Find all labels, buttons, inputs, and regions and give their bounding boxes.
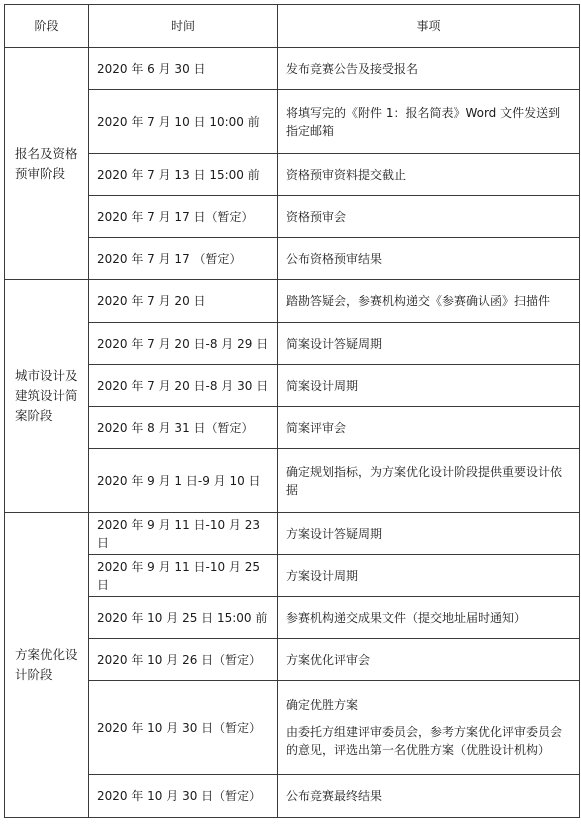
header-item: 事项	[278, 5, 580, 48]
table-row	[5, 513, 580, 555]
table-row	[5, 280, 580, 323]
item-detail: 由委托方组建评审委员会，参考方案优化评审委员会的意见，评选出第一名优胜方案（优胜设计机构）	[286, 725, 563, 757]
table-row	[5, 775, 580, 818]
table-row	[5, 555, 580, 597]
time-cell: 2020 年 10 月 30 日（暂定）	[89, 775, 278, 818]
table-row	[5, 365, 580, 407]
stage-cell-registration: 报名及资格预审阶段	[5, 48, 89, 280]
item-cell: 简案设计周期	[278, 365, 580, 407]
time-cell: 2020 年 9 月 1 日-9 月 10 日	[89, 449, 278, 513]
table-row	[5, 238, 580, 280]
table-row	[5, 681, 580, 775]
item-cell: 公布竞赛最终结果	[278, 775, 580, 818]
table-row	[5, 597, 580, 639]
table-row	[5, 48, 580, 90]
time-cell: 2020 年 7 月 17 （暂定）	[89, 238, 278, 280]
time-cell: 2020 年 7 月 20 日	[89, 280, 278, 323]
time-cell: 2020 年 7 月 10 日 10:00 前	[89, 90, 278, 154]
item-cell: 方案优化评审会	[278, 639, 580, 681]
item-cell: 确定规划指标，为方案优化设计阶段提供重要设计依据	[278, 449, 580, 513]
time-cell: 2020 年 7 月 13 日 15:00 前	[89, 154, 278, 196]
table-row	[5, 407, 580, 449]
table-row	[5, 449, 580, 513]
item-cell: 方案设计周期	[278, 555, 580, 597]
schedule-table	[4, 4, 580, 818]
time-cell: 2020 年 7 月 20 日-8 月 30 日	[89, 365, 278, 407]
table-row	[5, 196, 580, 238]
time-cell: 2020 年 9 月 11 日-10 月 25 日	[89, 555, 278, 597]
table-row	[5, 639, 580, 681]
time-cell: 2020 年 10 月 26 日（暂定）	[89, 639, 278, 681]
table-row	[5, 154, 580, 196]
header-stage: 阶段	[5, 5, 89, 48]
item-cell: 发布竞赛公告及接受报名	[278, 48, 580, 90]
item-cell: 简案设计答疑周期	[278, 323, 580, 365]
header-row	[5, 5, 580, 48]
time-cell: 2020 年 9 月 11 日-10 月 23 日	[89, 513, 278, 555]
item-cell: 公布资格预审结果	[278, 238, 580, 280]
item-cell: 资格预审资料提交截止	[278, 154, 580, 196]
item-cell	[278, 681, 580, 775]
header-time: 时间	[89, 5, 278, 48]
item-title: 确定优胜方案	[286, 698, 359, 712]
time-cell: 2020 年 10 月 30 日（暂定）	[89, 681, 278, 775]
time-cell: 2020 年 8 月 31 日（暂定）	[89, 407, 278, 449]
item-cell: 方案设计答疑周期	[278, 513, 580, 555]
stage-cell-schematic: 城市设计及建筑设计简案阶段	[5, 280, 89, 513]
time-cell: 2020 年 7 月 20 日-8 月 29 日	[89, 323, 278, 365]
item-cell: 将填写完的《附件 1：报名简表》Word 文件发送到指定邮箱	[278, 90, 580, 154]
table-row	[5, 323, 580, 365]
table-row	[5, 90, 580, 154]
item-cell: 简案评审会	[278, 407, 580, 449]
item-cell: 踏勘答疑会，参赛机构递交《参赛确认函》扫描件	[278, 280, 580, 323]
item-cell: 资格预审会	[278, 196, 580, 238]
time-cell: 2020 年 7 月 17 日（暂定）	[89, 196, 278, 238]
time-cell: 2020 年 10 月 25 日 15:00 前	[89, 597, 278, 639]
time-cell: 2020 年 6 月 30 日	[89, 48, 278, 90]
item-cell: 参赛机构递交成果文件（提交地址届时通知）	[278, 597, 580, 639]
stage-cell-optimization: 方案优化设计阶段	[5, 513, 89, 818]
